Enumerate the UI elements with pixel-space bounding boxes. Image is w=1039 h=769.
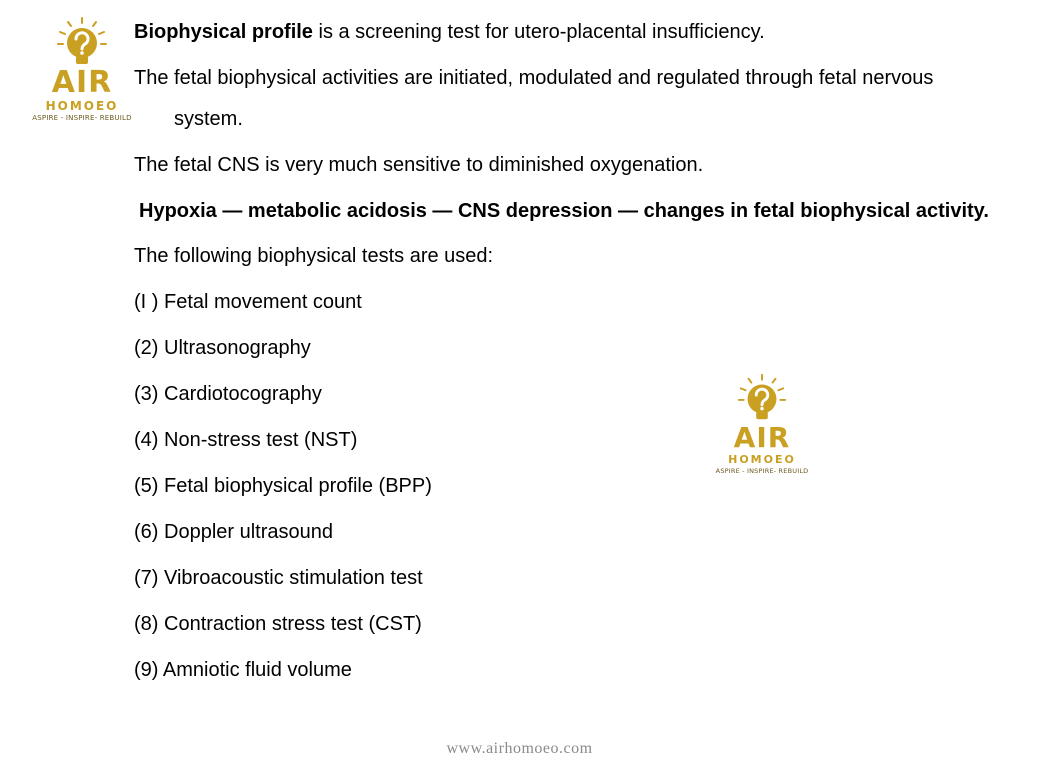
- logo-watermark: [716, 372, 808, 475]
- logo-sub: HOMOEO: [728, 453, 796, 466]
- list-item: (6) Doppler ultrasound: [134, 521, 333, 543]
- list-item: (3) Cardiotocography: [134, 383, 322, 405]
- footer-url: www.airhomoeo.com: [446, 740, 593, 757]
- intro-rest: is a screening test for utero-placental insufficiency.: [312, 21, 765, 43]
- lightbulb-question-icon: [54, 16, 110, 68]
- list-item: (7) Vibroacoustic stimulation test: [134, 567, 423, 589]
- list-item: (5) Fetal biophysical profile (BPP): [134, 475, 432, 497]
- list-item: (I ) Fetal movement count: [134, 291, 362, 313]
- intro-bold-term: Biophysical profile: [134, 21, 313, 43]
- para3-line: The fetal CNS is very much sensitive to diminished oxygenation.: [134, 154, 704, 176]
- cascade-line: Hypoxia — metabolic acidosis — CNS depression — changes in fetal biophysical activity.: [139, 200, 989, 222]
- logo-tagline: ASPIRE - INSPIRE- REBUILD: [715, 467, 809, 475]
- logo-brand: AIR: [733, 421, 791, 454]
- logo-sub: HOMOEO: [45, 99, 119, 113]
- list-item: (8) Contraction stress test (CST): [134, 613, 422, 635]
- lightbulb-question-icon: [735, 372, 789, 424]
- logo-top: [34, 16, 130, 122]
- logo-tagline: ASPIRE - INSPIRE- REBUILD: [32, 114, 132, 122]
- list-item: (9) Amniotic fluid volume: [134, 659, 352, 681]
- para2-line1: The fetal biophysical activities are initiated, modulated and regulated through fetal nervous: [134, 67, 934, 89]
- list-heading: The following biophysical tests are used:: [134, 245, 494, 267]
- logo-brand: AIR: [51, 65, 113, 100]
- list-item: (2) Ultrasonography: [134, 337, 311, 359]
- list-item: (4) Non-stress test (NST): [134, 429, 358, 451]
- intro-line: [134, 20, 765, 44]
- para2-line2: system.: [174, 108, 243, 130]
